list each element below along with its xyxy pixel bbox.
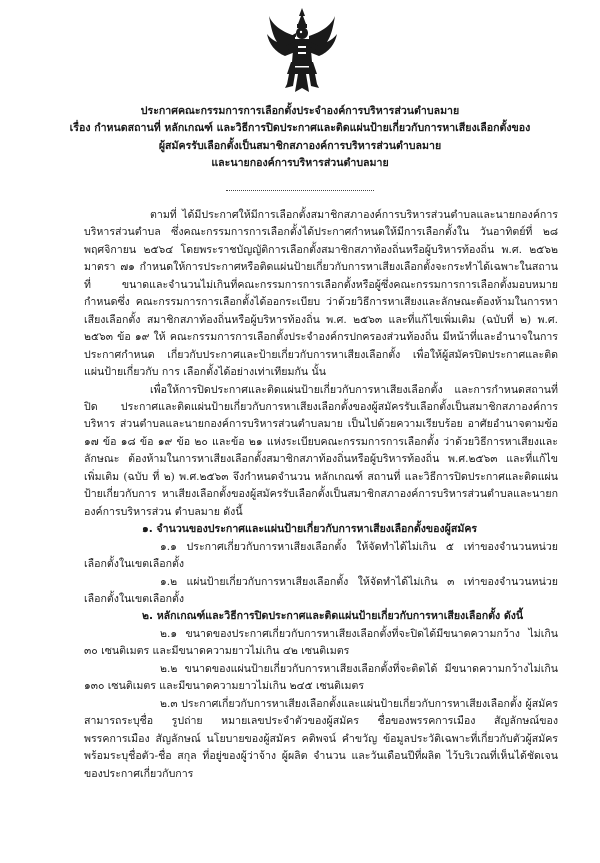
header-divider <box>226 190 374 191</box>
announcement-subject-cont: ผู้สมัครรับเลือกตั้งเป็นสมาชิกสภาองค์การบริหารส่วนตำบลมาย <box>158 139 442 152</box>
clause-2-2: ๒.๒ ขนาดของแผ่นป้ายเกี่ยวกับการหาเสียงเลือกตั้งที่จะติดได้ มีขนาดความกว้างไม่เกิน ๑๓๐ เซนติเมตร และมีขนาดความยาวไม่เกิน ๒๔๕ เซนติเมตร <box>84 662 558 693</box>
section-heading-2: ๒. หลักเกณฑ์และวิธีการปิดประกาศและติดแผ่นป้ายเกี่ยวกับการหาเสียงเลือกตั้ง ดังนี้ <box>142 610 524 623</box>
announcement-issuer: ประกาศคณะกรรมการการเลือกตั้งประจำองค์การบริหารส่วนตำบลมาย <box>140 105 460 117</box>
announcement-subject-cont2: และนายกองค์การบริหารส่วนตำบลมาย <box>211 157 389 170</box>
paragraph-authority: เพื่อให้การปิดประกาศและติดแผ่นป้ายเกี่ยวกับการหาเสียงเลือกตั้ง และการกำหนดสถานที่ปิด ประกาศและติดแผ่นป้ายเกี่ยวกับการหาเสียงเลือกตั้งของผู้สมัครรับเลือกตั้งเป็นสมาชิกสภาองค์การบริหาร ส่วนตำบลและนายกองค์การบริหารส่วนตำบลมาย เป็นไปด้วยความเรียบร้อย อาศัยอำนาจตามข้อ ๑๗ ข้อ ๑๘ ข้อ ๑๙ ข้อ ๒๐ และข้อ ๒๑ แห่งระเบียบคณะกรรมการการเลือกตั้ง ว่าด้วยวิธีการหาเสียงและลักษณะ ต้องห้ามในการหาเสียงเลือกตั้งสมาชิกสภาท้องถิ่นหรือผู้บริหารท้องถิ่น พ.ศ.๒๕๖๓ และที่แก้ไขเพิ่มเติม (ฉบับ ที่ ๒) พ.ศ.๒๕๖๓ จึงกำหนดจำนวน หลักเกณฑ์ สถานที่ และวิธีการปิดประกาศและติดแผ่นป้ายเกี่ยวกับการ หาเสียงเลือกตั้งของผู้สมัครรับเลือกตั้งเป็นสมาชิกสภาองค์การบริหารส่วนตำบลและนายกองค์การบริหารส่วน ตำบลมาย ดังนี้ <box>84 383 558 518</box>
announcement-body <box>84 207 558 783</box>
clause-1-1: ๑.๑ ประกาศเกี่ยวกับการหาเสียงเลือกตั้ง ให้จัดทำได้ไม่เกิน ๕ เท่าของจำนวนหน่วย เลือกตั้งในเขตเลือกตั้ง <box>84 540 558 571</box>
clause-2-1: ๒.๑ ขนาดของประกาศเกี่ยวกับการหาเสียงเลือกตั้งที่จะปิดได้มีขนาดความกว้าง ไม่เกิน ๓๐ เซนติเมตร และมีขนาดความยาวไม่เกิน ๔๒ เซนติเมตร <box>84 627 558 658</box>
announcement-subject: เรื่อง กำหนดสถานที่ หลักเกณฑ์ และวิธีการปิดประกาศและติดแผ่นป้ายเกี่ยวกับการหาเสียงเลือกตั้งของ <box>69 122 531 135</box>
clause-1-2: ๑.๒ แผ่นป้ายเกี่ยวกับการหาเสียงเลือกตั้ง ให้จัดทำได้ไม่เกิน ๓ เท่าของจำนวนหน่วย เลือกตั้งในเขตเลือกตั้ง <box>84 575 558 605</box>
section-heading-1: ๑. จำนวนของประกาศและแผ่นป้ายเกี่ยวกับการหาเสียงเลือกตั้งของผู้สมัคร <box>142 523 478 536</box>
clause-2-3: ๒.๓ ประกาศเกี่ยวกับการหาเสียงเลือกตั้งและแผ่นป้ายเกี่ยวกับการหาเสียงเลือกตั้ง ผู้สมัคร สามารถระบุชื่อ รูปถ่าย หมายเลขประจำตัวของผู้สมัคร ชื่อของพรรคการเมือง สัญลักษณ์ของพรรคการเมือง สัญลักษณ์ นโยบายของผู้สมัคร คติพจน์ คำขวัญ ข้อมูลประวัติเฉพาะที่เกี่ยวกับตัวผู้สมัครพร้อมระบุชื่อตัว-ชื่อ สกุล ที่อยู่ของผู้ว่าจ้าง ผู้ผลิต จำนวน และวันเดือนปีที่ผลิต ไว้บริเวณที่เห็นได้ชัดเจน ของประกาศเกี่ยวกับการ <box>84 697 558 780</box>
announcement-header <box>60 103 540 173</box>
garuda-emblem-icon <box>265 6 339 94</box>
paragraph-background: ตามที่ ได้มีประกาศให้มีการเลือกตั้งสมาชิกสภาองค์การบริหารส่วนตำบลและนายกองค์การบริหารส่วนตำบล ซึ่งคณะกรรมการการเลือกตั้งได้ประกาศกำหนดให้มีการเลือกตั้งใน วันอาทิตย์ที่ ๒๘ พฤศจิกายน ๒๕๖๔ โดยพระราชบัญญัติการเลือกตั้งสมาชิกสภาท้องถิ่นหรือผู้บริหารท้องถิ่น พ.ศ. ๒๕๖๒ มาตรา ๗๑ กำหนดให้การประกาศหรือติดแผ่นป้ายเกี่ยวกับการหาเสียงเลือกตั้งจะกระทำได้เฉพาะในสถานที่ ขนาดและจำนวนไม่เกินที่คณะกรรมการการเลือกตั้งหรือผู้ซึ่งคณะกรรมการการเลือกตั้งมอบหมายกำหนดซึ่ง คณะกรรมการการเลือกตั้งได้ออกระเบียบ ว่าด้วยวิธีการหาเสียงและลักษณะต้องห้ามในการหาเสียงเลือกตั้ง สมาชิกสภาท้องถิ่นหรือผู้บริหารท้องถิ่น พ.ศ. ๒๕๖๓ และที่แก้ไขเพิ่มเติม (ฉบับที่ ๒) พ.ศ. ๒๕๖๓ ข้อ ๑๙ ให้ คณะกรรมการการเลือกตั้งประจำองค์กรปกครองส่วนท้องถิ่น มีหน้าที่และอำนาจในการประกาศกำหนด เกี่ยวกับประกาศและป้ายเกี่ยวกับการหาเสียงเลือกตั้ง เพื่อให้ผู้สมัครปิดประกาศและติดแผ่นป้ายเกี่ยวกับ การ เลือกตั้งได้อย่างเท่าเทียมกัน นั้น <box>84 209 558 379</box>
